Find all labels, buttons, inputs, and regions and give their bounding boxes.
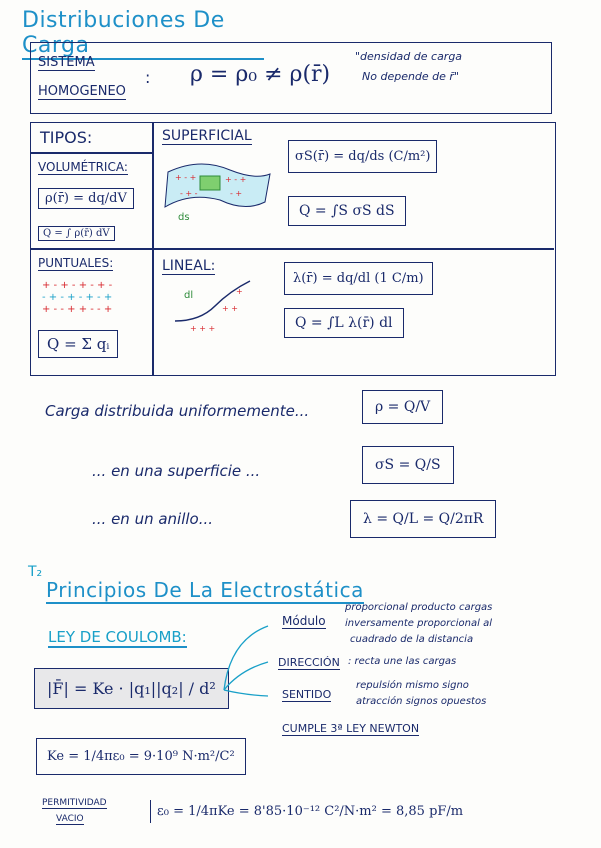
superficial-f2: Q = ∫S σS dS <box>288 196 406 226</box>
sistema-colon: : <box>145 68 151 87</box>
grid-hline <box>30 248 554 250</box>
svg-text:+ - - + + - - +: + - - + + - - + <box>42 304 113 315</box>
vacio-label: VACIO <box>56 814 84 824</box>
permitividad-label: PERMITIVIDAD <box>42 798 107 808</box>
svg-text:+: + <box>236 287 243 296</box>
dl-label: dl <box>184 290 194 301</box>
direccion-label: DIRECCIÓN <box>278 656 340 669</box>
section-title: Principios De La Electrostática <box>46 578 364 602</box>
uniforme-line3: ... en un anillo... <box>92 510 214 528</box>
ds-label: ds <box>178 212 190 223</box>
uniforme-line2: ... en una superficie ... <box>92 462 261 480</box>
volumetrica-f2: Q = ∫ ρ(r̄) dV <box>38 226 115 241</box>
coulomb-formula: |F̄| = Ke · |q₁||q₂| / d² <box>34 668 229 709</box>
superficial-label: SUPERFICIAL <box>162 128 252 144</box>
uniforme-line1: Carga distribuida uniformemente... <box>45 402 310 420</box>
sentido-item-1: repulsión mismo signo <box>356 680 469 691</box>
lineal-label: LINEAL: <box>162 258 216 274</box>
puntuales-charges-icon <box>40 278 145 318</box>
sistema-note-1: "densidad de carga <box>355 50 463 63</box>
modulo-item-2: inversamente proporcional al <box>345 618 492 629</box>
cumple-label: CUMPLE 3ª LEY NEWTON <box>282 722 420 735</box>
brace-arrows <box>220 620 280 700</box>
lineal-f1: λ(r̄) = dq/dl (1 C/m) <box>284 262 433 295</box>
svg-text:+ - + - + - + -: + - + - + - + - <box>42 280 113 291</box>
homogeneo-label: HOMOGENEO <box>38 84 126 99</box>
coulomb-label: LEY DE COULOMB: <box>48 628 187 646</box>
svg-text:+ +: + + <box>222 304 238 313</box>
page-title: Distribuciones De Carga <box>22 8 264 60</box>
surface-icon <box>160 152 275 227</box>
svg-text:- + - + - + - +: - + - + - + - + <box>42 292 113 303</box>
svg-text:+ - +: + - + <box>175 173 197 182</box>
puntuales-label: PUNTUALES: <box>38 256 114 270</box>
volumetrica-label: VOLUMÉTRICA: <box>38 160 128 174</box>
sentido-label: SENTIDO <box>282 688 332 701</box>
svg-text:- + -: - + - <box>180 189 198 198</box>
lineal-f2: Q = ∫L λ(r̄) dl <box>284 308 404 338</box>
ke-formula: Ke = 1/4πε₀ = 9·10⁹ N·m²/C² <box>36 738 246 775</box>
sistema-note-2: No depende de r̄" <box>362 70 460 83</box>
modulo-label: Módulo <box>282 614 326 628</box>
uniforme-f3: λ = Q/L = Q/2πR <box>350 500 496 538</box>
grid-hline-tipos <box>30 152 152 154</box>
sentido-item-2: atracción signos opuestos <box>356 696 487 707</box>
uniforme-f1: ρ = Q/V <box>362 390 443 424</box>
direccion-text: : recta une las cargas <box>348 656 457 667</box>
svg-text:- +: - + <box>230 189 243 198</box>
tipos-header: TIPOS: <box>40 128 93 147</box>
uniforme-f2: σS = Q/S <box>362 446 454 484</box>
line-charge-icon <box>170 276 260 336</box>
sistema-label: SISTEMA <box>38 55 95 70</box>
section-marker: T₂ <box>28 564 43 580</box>
modulo-item-1: proporcional producto cargas <box>345 602 493 613</box>
superficial-f1: σS(r̄) = dq/ds (C/m²) <box>288 140 437 173</box>
svg-text:+ + +: + + + <box>190 324 216 333</box>
puntuales-f1: Q = Σ qᵢ <box>38 330 118 358</box>
eps-formula: ε₀ = 1/4πKe = 8'85·10⁻¹² C²/N·m² = 8,85 pF/m <box>150 800 469 823</box>
sistema-formula: ρ = ρ₀ ≠ ρ(r̄) <box>190 62 331 87</box>
volumetrica-f1: ρ(r̄) = dq/dV <box>38 188 134 209</box>
modulo-item-3: cuadrado de la distancia <box>350 634 474 645</box>
svg-text:+ - +: + - + <box>225 175 247 184</box>
